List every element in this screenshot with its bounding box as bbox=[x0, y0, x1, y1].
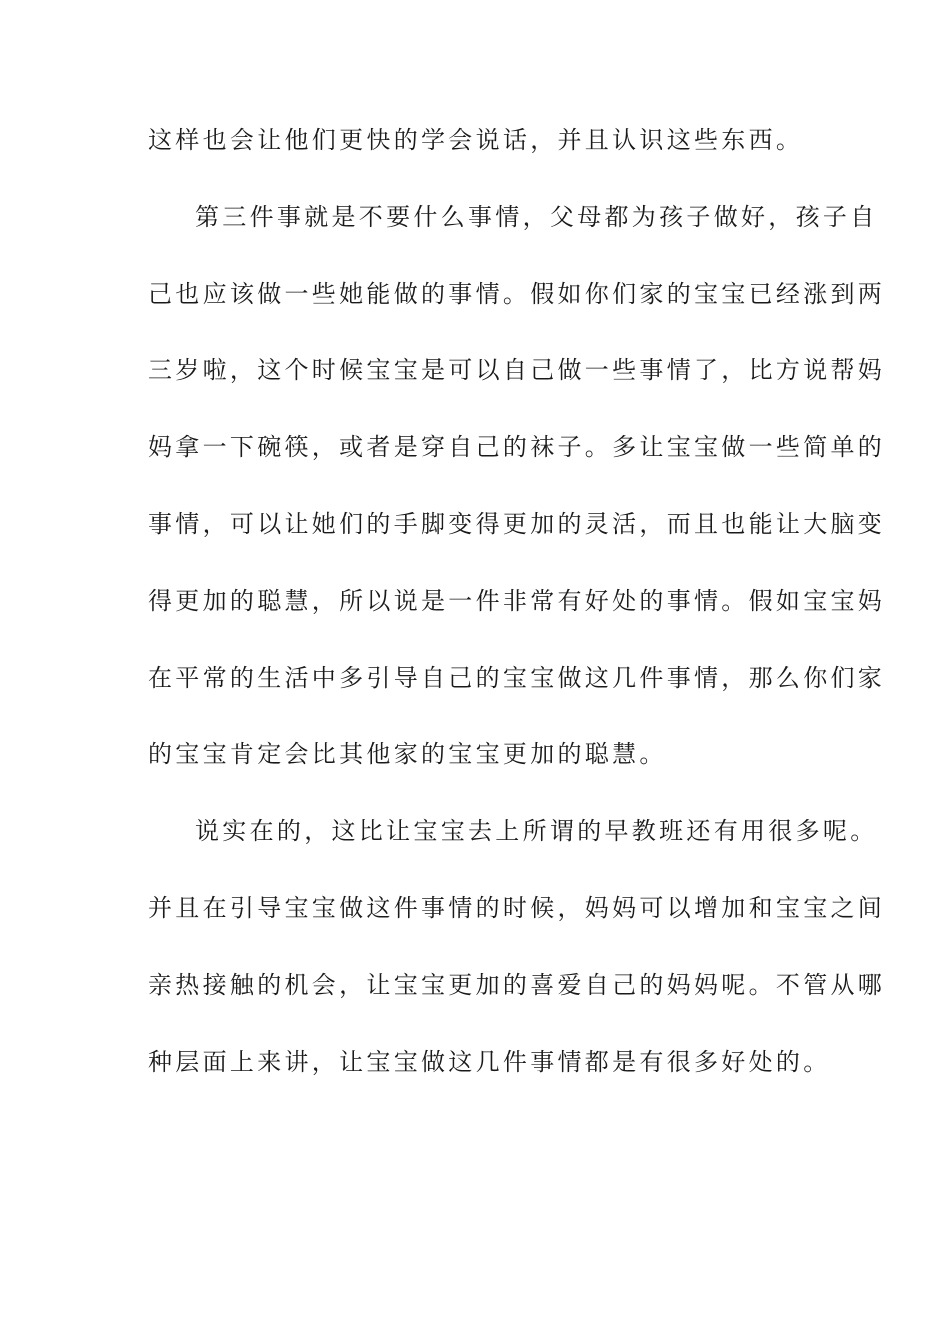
text-line: 亲热接触的机会，让宝宝更加的喜爱自己的妈妈呢。不管从哪 bbox=[148, 970, 886, 999]
document-body bbox=[148, 124, 886, 1079]
text-line: 的宝宝肯定会比其他家的宝宝更加的聪慧。 bbox=[148, 740, 667, 769]
text-line: 妈拿一下碗筷，或者是穿自己的袜子。多让宝宝做一些简单的 bbox=[148, 433, 886, 462]
text-line: 三岁啦，这个时候宝宝是可以自己做一些事情了，比方说帮妈 bbox=[148, 356, 886, 385]
text-line: 种层面上来讲，让宝宝做这几件事情都是有很多好处的。 bbox=[148, 1047, 831, 1076]
text-line: 事情，可以让她们的手脚变得更加的灵活，而且也能让大脑变 bbox=[148, 509, 886, 538]
paragraph-start-line: 说实在的，这比让宝宝去上所谓的早教班还有用很多呢。 bbox=[195, 817, 878, 846]
text-line: 并且在引导宝宝做这件事情的时候，妈妈可以增加和宝宝之间 bbox=[148, 893, 886, 922]
paragraph-start-line: 第三件事就是不要什么事情，父母都为孩子做好，孩子自 bbox=[195, 202, 878, 231]
text-line: 这样也会让他们更快的学会说话，并且认识这些东西。 bbox=[148, 126, 804, 154]
text-line: 得更加的聪慧，所以说是一件非常有好处的事情。假如宝宝妈 bbox=[148, 586, 886, 615]
text-line: 己也应该做一些她能做的事情。假如你们家的宝宝已经涨到两 bbox=[148, 279, 886, 308]
text-line: 在平常的生活中多引导自己的宝宝做这几件事情，那么你们家 bbox=[148, 663, 886, 692]
